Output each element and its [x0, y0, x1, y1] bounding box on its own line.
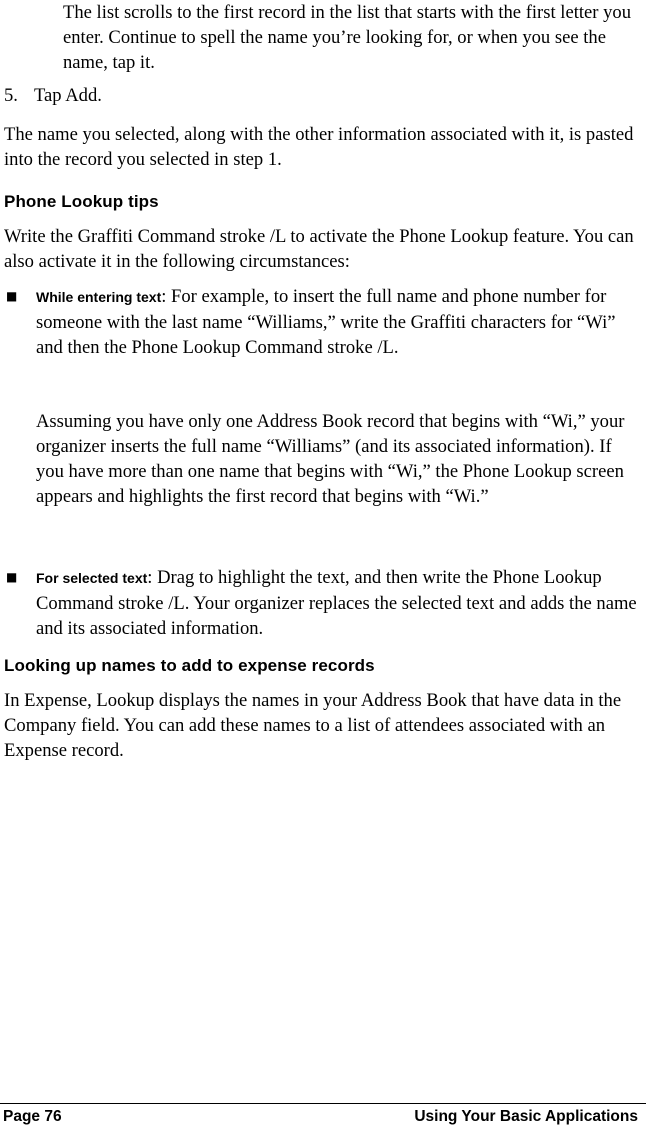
step-number: 5.: [4, 85, 18, 106]
bullet-item-selected-text: [36, 565, 640, 641]
selected-text-label: For selected text: [36, 570, 148, 586]
selected-name-paragraph: The name you selected, along with the other information associated with it, is pasted into the record you selected in step 1.: [4, 124, 634, 170]
step-text: Tap Add.: [34, 85, 102, 106]
while-entering-text: : For example, to insert the full name and phone number for someone with the last name “Williams,” write the Graffiti characters for “Wi” and then the Phone Lookup Command stroke /L.: [36, 286, 616, 358]
expense-paragraph: In Expense, Lookup displays the names in your Address Book that have data in the Company field. You can add these names to a list of attendees associated with an Expense record.: [4, 690, 622, 761]
expense-records-heading: Looking up names to add to expense records: [4, 656, 375, 675]
page-footer: [0, 1103, 646, 1125]
continuation-paragraph: The list scrolls to the first record in the list that starts with the first letter you enter. Continue to spell the name you’re looking for, or when you see the name, tap it.: [63, 2, 632, 73]
while-entering-label: While entering text: [36, 289, 162, 305]
bullet-icon: ■: [6, 289, 18, 303]
page-number: Page 76: [3, 1108, 62, 1125]
while-entering-followup: Assuming you have only one Address Book record that begins with “Wi,” your organizer inserts the full name “Williams” (and its associated information). If you have more than one name that begins with “Wi,” the Phone Lookup screen appears and highlights the first record that begins with “Wi.”: [36, 411, 625, 507]
bullet-icon: ■: [6, 570, 18, 584]
selected-text-text: : Drag to highlight the text, and then write the Phone Lookup Command stroke /L. Your organizer replaces the selected text and adds the name and its associated information.: [36, 567, 637, 639]
phone-lookup-tips-heading: Phone Lookup tips: [4, 192, 159, 211]
tips-intro-paragraph: Write the Graffiti Command stroke /L to activate the Phone Lookup feature. You can also activate it in the following circumstances:: [4, 226, 634, 272]
chapter-title: Using Your Basic Applications: [414, 1108, 638, 1125]
bullet-item-while-entering: [36, 284, 640, 360]
